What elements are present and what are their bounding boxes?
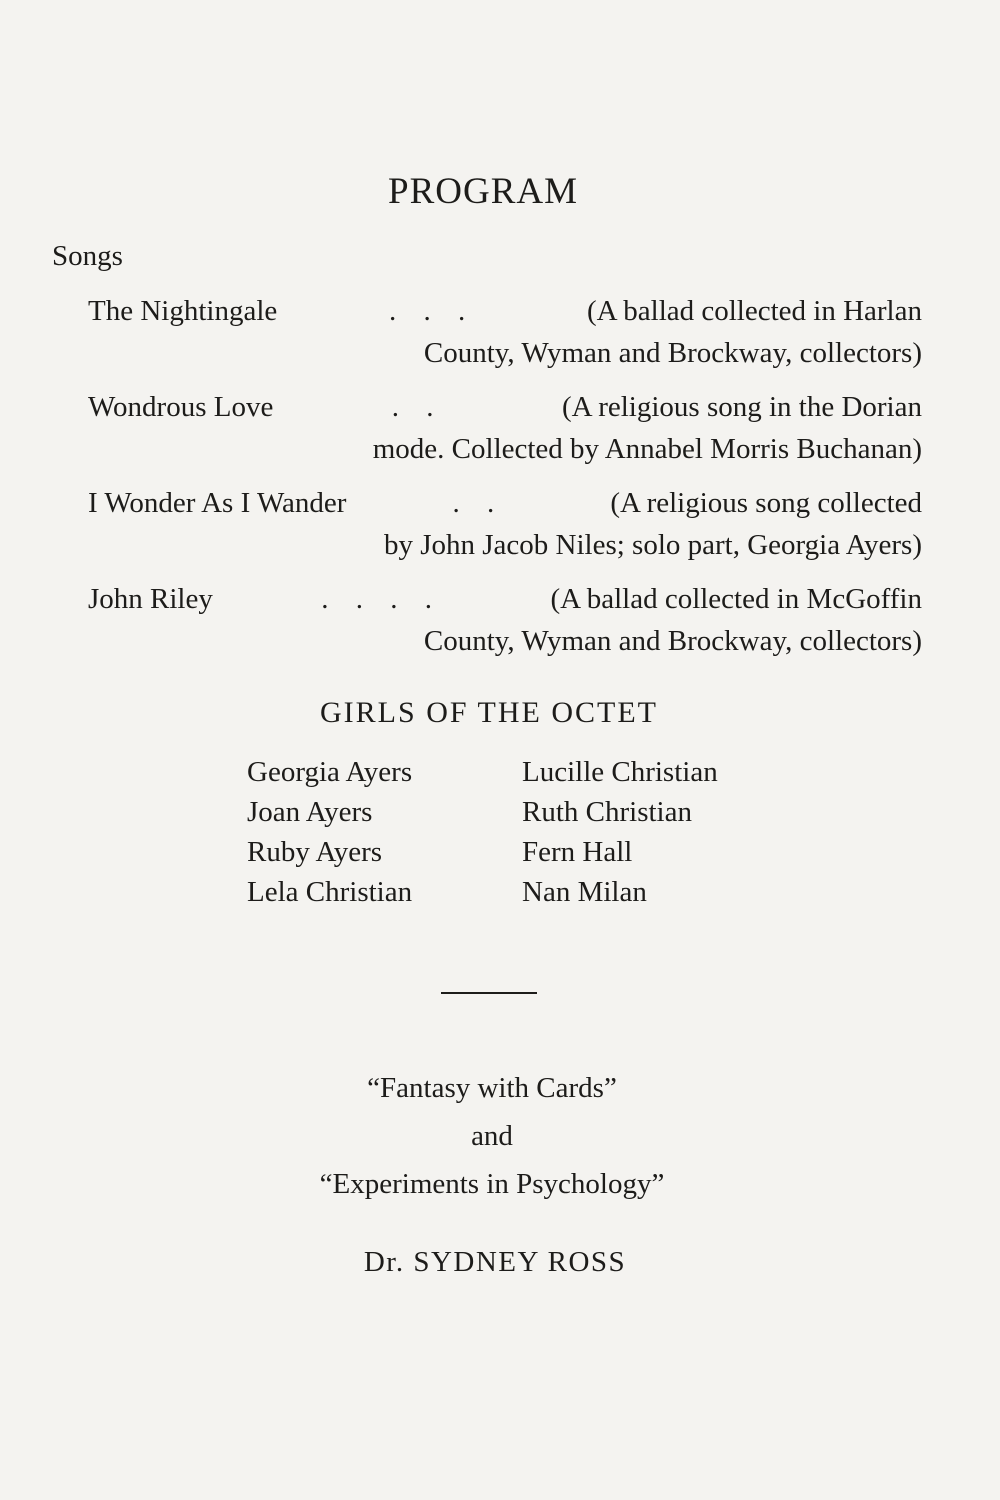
song-entry: [88, 386, 922, 470]
feature-title-experiments: “Experiments in Psychology”: [319, 1168, 665, 1200]
feature-conjunction: and: [471, 1120, 513, 1152]
song-entry: [88, 290, 922, 374]
song-note: (A religious song in the Dorian: [561, 391, 922, 423]
member-name: Ruth Christian: [522, 796, 692, 828]
song-dot-leader: . .: [391, 391, 444, 423]
song-dot-leader: . . .: [389, 295, 476, 327]
song-note-continued: by John Jacob Niles; solo part, Georgia Ayers): [383, 529, 922, 561]
octet-column-left: [247, 752, 522, 912]
section-divider: [441, 992, 537, 994]
song-entry: [88, 482, 922, 566]
member-name: Nan Milan: [522, 876, 647, 908]
feature-title-fantasy: “Fantasy with Cards”: [367, 1072, 617, 1104]
member-name: Georgia Ayers: [247, 756, 413, 788]
member-name: Fern Hall: [522, 836, 633, 868]
song-note-continued: mode. Collected by Annabel Morris Buchanan): [372, 433, 922, 465]
octet-heading: GIRLS OF THE OCTET: [320, 696, 658, 729]
song-title: I Wonder As I Wander: [88, 487, 347, 519]
song-title: The Nightingale: [88, 295, 278, 327]
song-note: (A religious song collected: [610, 487, 922, 519]
page-title: PROGRAM: [388, 171, 578, 212]
song-note: (A ballad collected in McGoffin: [550, 583, 922, 615]
member-name: Lucille Christian: [522, 756, 718, 788]
song-note-continued: County, Wyman and Brockway, collectors): [423, 625, 922, 657]
octet-members: [247, 752, 812, 912]
song-title: John Riley: [88, 583, 213, 615]
octet-column-right: [522, 752, 812, 912]
song-title: Wondrous Love: [88, 391, 274, 423]
song-entry: [88, 578, 922, 662]
member-name: Lela Christian: [247, 876, 413, 908]
song-dot-leader: . .: [452, 487, 505, 519]
song-note: (A ballad collected in Harlan: [587, 295, 922, 327]
member-name: Joan Ayers: [247, 796, 373, 828]
performer-name: Dr. SYDNEY ROSS: [363, 1246, 627, 1278]
song-dot-leader: . . . .: [321, 583, 443, 615]
member-name: Ruby Ayers: [247, 836, 383, 868]
section-label-songs: Songs: [52, 240, 123, 272]
song-note-continued: County, Wyman and Brockway, collectors): [423, 337, 922, 369]
